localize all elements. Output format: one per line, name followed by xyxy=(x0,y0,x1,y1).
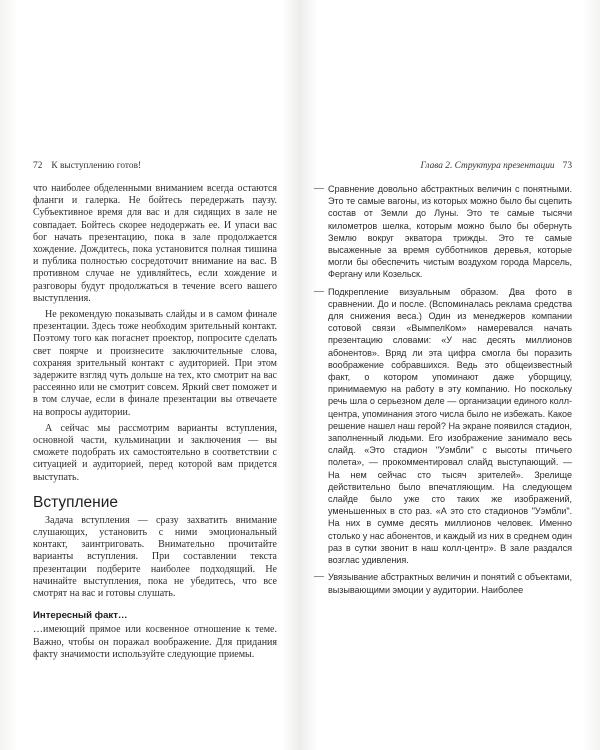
bullet-dash: — xyxy=(314,571,324,583)
list-item-text: Увязывание абстрактных величин и понятий с объектами, вызывающими эмоции у аудитории. Наиболее xyxy=(328,572,572,595)
section-heading: Вступление xyxy=(33,493,119,511)
paragraph: А сейчас мы рассмотрим варианты вступления, основной части, кульминации и заключения — вы сможете подобрать их самостоятельно в соответствии с ситуацией и аудиторией, перед которой вам придется выступать. xyxy=(33,422,277,483)
section-paragraph: Задача вступления — сразу захватить внимание слушающих, установить с ними эмоциональный контакт, заинтриговать. Внимательно прочитайте варианты вступления. При составлении текста презентации подберите наиболее подходящий. Не начинайте выступления, пока не убедитесь, что все смотрят на вас и готовы слушать. xyxy=(33,514,277,600)
running-head-right-title: Глава 2. Структура презентации xyxy=(420,161,555,171)
list-item-text: Сравнение довольно абстрактных величин с понятными. Это те самые вагоны, из которых можно было бы сцепить состав от Земли до Луны. Это те самые тысячи километров шелка, которым можно было бы обернуть Землю вокруг экватора трижды. Это те самые высаженные за время субботников деревья, которые могли бы обеспечить чистым воздухом города Марсель, Фергану или Козельск. xyxy=(328,184,572,280)
page-number-left: 72 xyxy=(33,161,43,171)
running-head-right xyxy=(314,159,572,173)
list-item xyxy=(314,571,572,595)
sub-paragraph: …имеющий прямое или косвенное отношение к теме. Важно, чтобы он поражал воображение. Для придания факту значимости используйте следующие приемы. xyxy=(33,624,277,660)
left-page-body xyxy=(33,183,277,661)
right-page xyxy=(314,159,572,601)
left-page xyxy=(33,159,277,661)
right-page-body xyxy=(314,183,572,596)
running-head-left-title: К выступлению готов! xyxy=(51,161,142,171)
bullet-dash: — xyxy=(314,285,324,297)
list-item xyxy=(314,183,572,281)
paragraph: что наиболее обделенными вниманием всегда остаются фланги и галерка. Не бойтесь передержать паузу. Субъективное время для вас и для сидящих в зале не совпадает. Бойтесь скорее недодержать ее. И упаси вас бог начать презентацию, пока в зале продолжается хождение. Дождитесь, пока установится полная тишина и публика полностью сосредоточит внимание на вас. В противном случае не удивляйтесь, если хождение и разговоры будут продолжаться в течение всего вашего выступления. xyxy=(33,183,277,304)
paragraph: Не рекомендую показывать слайды и в самом финале презентации. Здесь тоже необходим зрительный контакт. Поэтому того как погаснет проектор, попросите сделать свет поярче и произнесите заключительные слова, сохраняя зрительный контакт с аудиторией. При этом задержите взгляд чуть дольше на тех, кто смотрит на вас рассеянно или не смотрит совсем. Яркий свет поможет и в том случае, если в финале презентации вы отвечаете на вопросы аудитории. xyxy=(33,309,277,418)
running-head-left xyxy=(33,159,277,173)
page-number-right: 73 xyxy=(562,161,572,171)
list-item-text: Подкрепление визуальным образом. Два фото в сравнении. До и после. (Вспоминалась реклама средства для снижения веса.) Один из менеджеров компании сотовой связи «ВымпелКом» намеревался начать презентацию словами: «У нас десять миллионов абонентов». Вряд ли эта цифра смогла бы поразить воображение собравшихся. Ведь это общеизвестный факт, о котором упоминают даже уборщицу, принимаемую на работу в эту компанию. Но поскольку речь шла о серьезном деле — организации единого колл-центра, упоминания этого числа было не избежать. Какое решение нашел наш герой? На экране появился стадион, заполненный людьми. Его изображение занимало весь слайд. «Это стадион "Уэмбли" с высоты птичьего полета», — прокомментировал слайд выступающий. — На нем сейчас сто тысяч зрителей». Зрелище действительно было впечатляющим. На следующем слайде было уже сто таких же изображений, уменьшенных в сто раз. «А это сто стадионов "Уэмбли". На них в сумме десять миллионов человек. Именно столько у нас абонентов, и каждый из них в среднем один раз в сутки звонит в наш колл-центр». В зале раздался возглас удивления. xyxy=(328,286,572,566)
list-item xyxy=(314,286,572,567)
bullet-dash: — xyxy=(314,183,324,194)
subheading: Интересный факт… xyxy=(33,610,128,622)
